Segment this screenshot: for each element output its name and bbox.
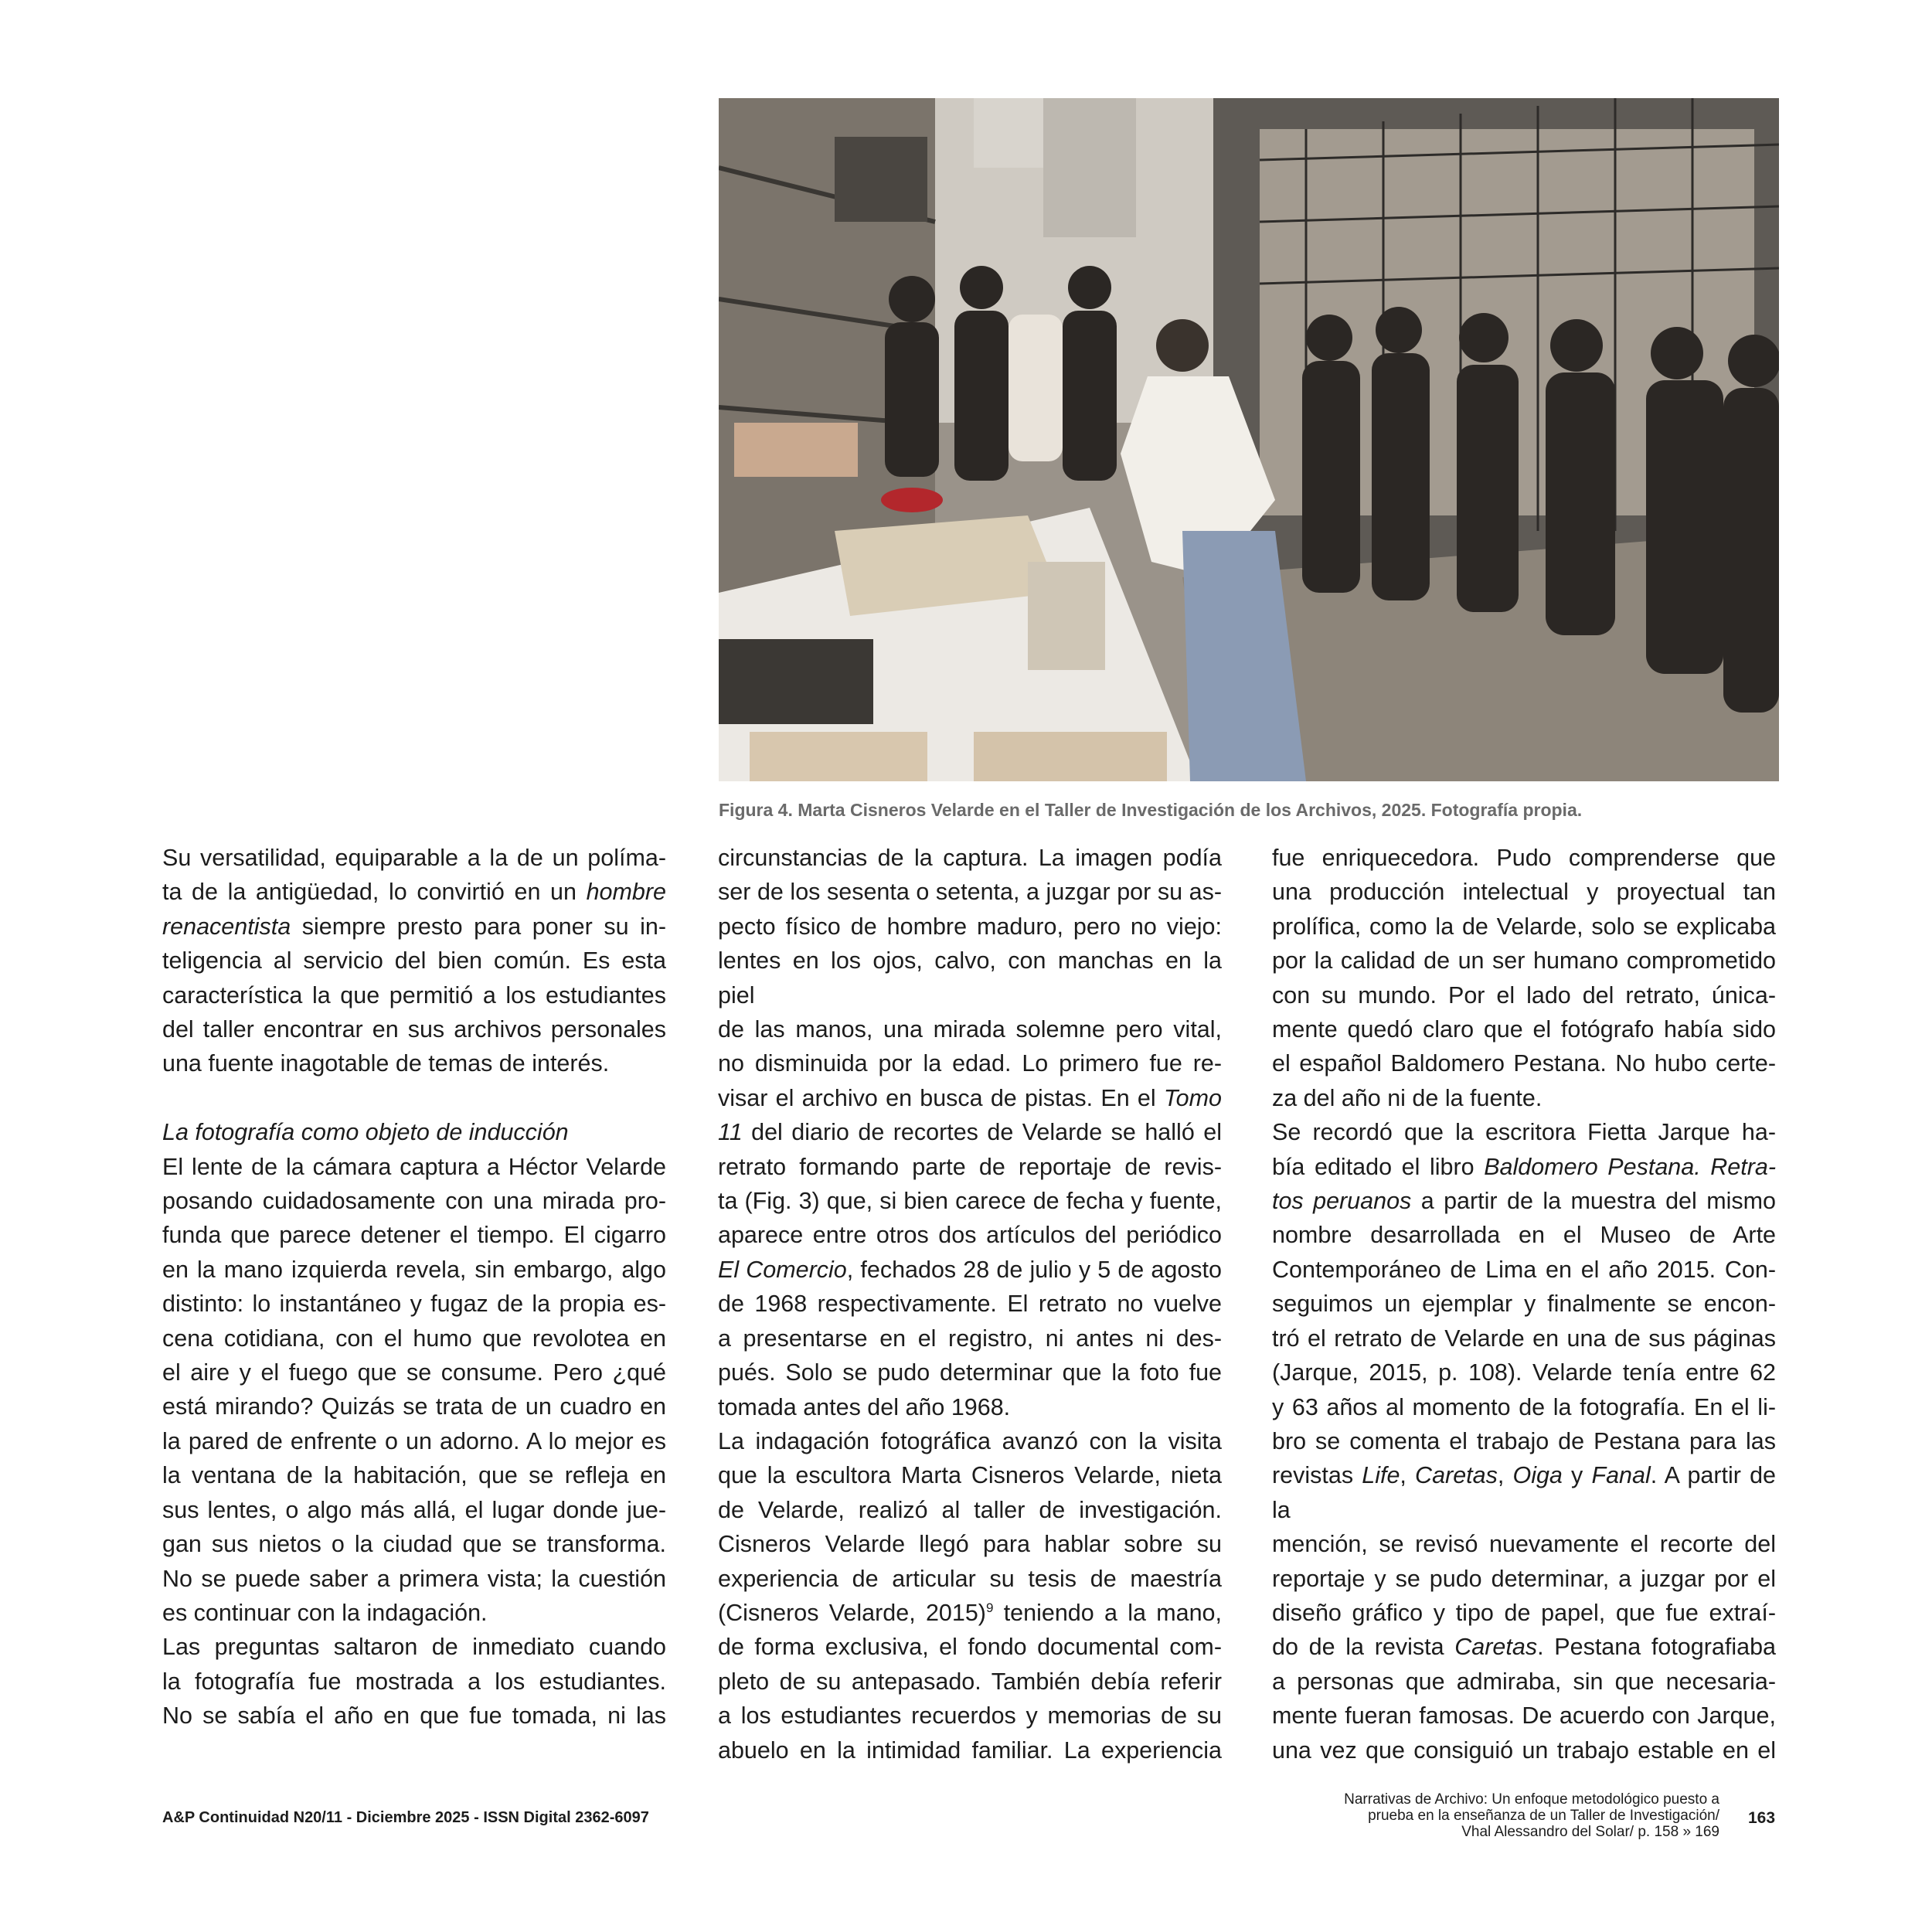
text-line: fue enriquecedora. Pudo comprenderse que [1272,845,1776,871]
text-line: está mirando? Quizás se trata de un cuadro en [162,1393,666,1420]
text-line: diseño gráfico y tipo de papel, que fue extraí- [1272,1599,1776,1626]
text-line: renacentista siempre presto para poner su in- [162,913,666,940]
text-line: y 63 años al momento de la fotografía. En el li- [1272,1393,1776,1420]
figure-caption: Figura 4. Marta Cisneros Velarde en el Taller de Investigación de los Archivos, 2025. Fotografía propia. [719,800,1583,820]
text-line: que la escultora Marta Cisneros Velarde, nieta [718,1462,1222,1489]
text-line: del taller encontrar en sus archivos personales [162,1016,666,1043]
text-line: a presentarse en el registro, ni antes ni des- [718,1325,1222,1352]
article-footer [1179,1791,1719,1840]
journal-footer: A&P Continuidad N20/11 - Diciembre 2025 - ISSN Digital 2362-6097 [162,1809,649,1826]
text-line: no disminuida por la edad. Lo primero fue re- [718,1050,1222,1077]
text-line: teligencia al servicio del bien común. Es esta [162,947,666,975]
text-line: característica la que permitió a los estudiantes [162,981,666,1009]
text-line: cena cotidiana, con el humo que revolotea en [162,1325,666,1352]
text-line: mención, se revisó nuevamente el recorte del [1272,1531,1776,1558]
text-line: Las preguntas saltaron de inmediato cuando [162,1634,666,1661]
text-line: do de la revista Caretas. Pestana fotografiaba [1272,1634,1776,1661]
text-line: (Cisneros Velarde, 2015)$^9$ teniendo a la mano, [718,1599,1222,1626]
text-line: No se puede saber a primera vista; la cuestión [162,1565,666,1592]
article-footer-line: Vhal Alessandro del Solar/ p. 158 » 169 [1461,1824,1719,1840]
text-line: la ventana de la habitación, que se refleja en [162,1462,666,1489]
text-line: en la mano izquierda revela, sin embargo, algo [162,1256,666,1283]
text-line: tró el retrato de Velarde en una de sus páginas [1272,1325,1776,1352]
text-line: Se recordó que la escritora Fietta Jarque ha- [1272,1119,1776,1146]
text-line: distinto: lo instantáneo y fugaz de la propia es- [162,1291,666,1318]
text-line: za del año ni de la fuente. [1272,1084,1543,1111]
text-line: revistas Life, Caretas, Oiga y Fanal. A partir de la [1272,1462,1777,1523]
section-heading: La fotografía como objeto de inducción [162,1119,569,1146]
text-line: mente quedó claro que el fotógrafo había sido [1272,1016,1776,1043]
text-line: la fotografía fue mostrada a los estudiantes. [162,1668,666,1695]
figure-photo [719,98,1779,781]
page-number: 163 [1748,1809,1776,1827]
text-line: retrato formando parte de reportaje de revis- [718,1153,1222,1180]
text-column-2 [718,841,1222,1767]
text-line: prolífica, como la de Velarde, solo se explicaba [1272,913,1776,940]
text-line: el aire y el fuego que se consume. Pero ¿qué [162,1359,666,1386]
figure-photo-illustration [719,98,1779,781]
text-line: nombre desarrollada en el Museo de Arte [1272,1222,1776,1249]
text-line: (Jarque, 2015, p. 108). Velarde tenía entre 62 [1272,1359,1776,1386]
text-line: La indagación fotográfica avanzó con la visita [718,1427,1222,1454]
text-line: El Comercio, fechados 28 de julio y 5 de agosto [718,1256,1222,1283]
text-line: sus lentes, o algo más allá, el lugar donde jue- [162,1496,666,1523]
text-column-3 [1272,841,1776,1767]
text-line: pleto de su antepasado. También debía referir [718,1668,1222,1695]
text-line: seguimos un ejemplar y finalmente se encon- [1272,1291,1776,1318]
text-line: pecto físico de hombre maduro, pero no viejo: [718,913,1222,940]
text-line: bía editado el libro Baldomero Pestana. Retra- [1272,1153,1777,1180]
text-line: por la calidad de un ser humano comprometido [1272,947,1776,975]
text-line: de las manos, una mirada solemne pero vital, [718,1016,1222,1043]
text-line: pués. Solo se pudo determinar que la foto fue [718,1359,1222,1386]
text-line: aparece entre otros dos artículos del periódico [718,1222,1222,1249]
text-line: ser de los sesenta o setenta, a juzgar por su as- [718,879,1222,906]
text-line: 11 del diario de recortes de Velarde se halló el [718,1119,1222,1146]
text-line: No se sabía el año en que fue tomada, ni las [162,1702,666,1730]
footnote-ref: 9 [985,1600,994,1615]
text-line: funda que parece detener el tiempo. El cigarro [162,1222,666,1249]
text-line: la pared de enfrente o un adorno. A lo mejor es [162,1427,666,1454]
text-line: el español Baldomero Pestana. No hubo certe- [1272,1050,1776,1077]
text-line: una vez que consiguió un trabajo estable en el [1272,1736,1776,1764]
text-line: tos peruanos a partir de la muestra del mismo [1272,1188,1776,1215]
text-line: experiencia de articular su tesis de maestría [718,1565,1222,1592]
text-line: circunstancias de la captura. La imagen podía [718,845,1222,871]
article-footer-line: prueba en la enseñanza de un Taller de Investigación/ [1368,1808,1719,1824]
text-line: visar el archivo en busca de pistas. En el Tomo [718,1084,1222,1111]
text-line: a personas que admiraba, sin que necesaria- [1272,1668,1776,1695]
text-line: Contemporáneo de Lima en el año 2015. Con- [1272,1256,1776,1283]
text-column-1 [162,841,666,1733]
text-line: gan sus nietos o la ciudad que se transforma. [162,1531,666,1558]
text-line: de Velarde, realizó al taller de investigación. [718,1496,1222,1523]
text-line: abuelo en la intimidad familiar. La experiencia [718,1736,1222,1764]
text-line: a los estudiantes recuerdos y memorias de su [718,1702,1222,1730]
text-line: posando cuidadosamente con una mirada pro- [162,1188,666,1215]
text-line: Su versatilidad, equiparable a la de un políma- [162,845,666,871]
text-line: El lente de la cámara captura a Héctor Velarde [162,1153,666,1180]
text-line: de forma exclusiva, el fondo documental com- [718,1634,1222,1661]
text-line: lentes en los ojos, calvo, con manchas en la piel [718,947,1222,1009]
text-line: una fuente inagotable de temas de interés. [162,1050,610,1077]
text-line: ta de la antigüedad, lo convirtió en un hombre [162,879,666,906]
text-line: de 1968 respectivamente. El retrato no vuelve [718,1291,1222,1318]
text-line: una producción intelectual y proyectual tan [1272,879,1776,906]
text-line: tomada antes del año 1968. [718,1393,1011,1420]
text-line: Cisneros Velarde llegó para hablar sobre su [718,1531,1222,1558]
article-footer-line: Narrativas de Archivo: Un enfoque metodológico puesto a [1344,1791,1719,1808]
text-line: reportaje y se pudo determinar, a juzgar por el [1272,1565,1776,1592]
text-line: bro se comenta el trabajo de Pestana para las [1272,1427,1776,1454]
text-line: ta (Fig. 3) que, si bien carece de fecha y fuente, [718,1188,1222,1215]
text-line: mente fueran famosas. De acuerdo con Jarque, [1272,1702,1776,1730]
paragraph-gap [162,1081,666,1115]
text-line: es continuar con la indagación. [162,1599,488,1626]
text-line: con su mundo. Por el lado del retrato, única- [1272,981,1776,1009]
